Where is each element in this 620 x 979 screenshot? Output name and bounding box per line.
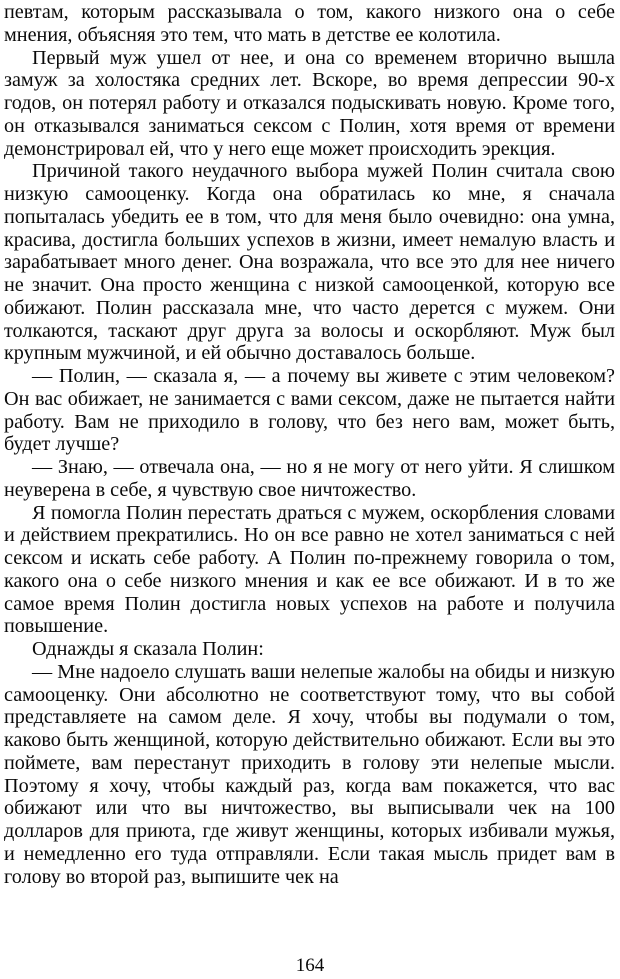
page-text: [4, 1, 615, 888]
paragraph-4: — Полин, — сказала я, — а почему вы живете с этим человеком? Он вас обижает, не занимается с вами сексом, даже не пытается найти работу. Вам не приходило в голову, что без него вам, может быть, будет лучше?: [4, 365, 615, 456]
paragraph-3: Причиной такого неудачного выбора мужей Полин считала свою низкую самооценку. Когда она обратилась ко мне, я сначала попыталась убедить ее в том, что для меня было очевидно: она умна, красива, достигла больших успехов в жизни, имеет немалую власть и зарабатывает много денег. Она возражала, что все это для нее ничего не значит. Она просто женщина с низкой самооценкой, которую все обижают. Полин рассказала мне, что часто дерется с мужем. Они толкаются, таскают друг друга за волосы и оскорбляют. Муж был крупным мужчиной, и ей обычно доставалось больше.: [4, 160, 615, 365]
paragraph-5: — Знаю, — отвечала она, — но я не могу от него уйти. Я слишком неуверена в себе, я чувствую свое ничтожество.: [4, 456, 615, 501]
page-number: 164: [295, 955, 325, 976]
paragraph-1: певтам, которым рассказывала о том, какого низкого она о себе мнения, объясняя это тем, что мать в детстве ее колотила.: [4, 1, 615, 46]
paragraph-7: Однажды я сказала Полин:: [32, 638, 264, 660]
paragraph-8: — Мне надоело слушать ваши нелепые жалобы на обиды и низкую самооценку. Они абсолютно не соответствуют тому, что вы собой представляете на самом деле. Я хочу, чтобы вы подумали о том, каково быть женщиной, которую действительно обижают. Если вы это поймете, вам перестанут приходить в голову эти нелепые мысли. Поэтому я хочу, чтобы каждый раз, когда вам покажется, что вас обижают или что вы ничтожество, вы выписывали чек на 100 долларов для приюта, где живут женщины, которых избивали мужья, и немедленно его туда отправляли. Если такая мысль придет вам в голову во второй раз, выпишите чек на: [4, 660, 615, 888]
paragraph-6: Я помогла Полин перестать драться с мужем, оскорбления словами и действием прекратились. Но он все равно не хотел заниматься с ней сексом и искать себе работу. А Полин по-прежнему говорила о том, какого она о себе низкого мнения и как ее все обижают. И в то же самое время Полин достигла новых успехов на работе и получила повышение.: [4, 501, 615, 638]
paragraph-2: Первый муж ушел от нее, и она со временем вторично вышла замуж за холостяка средних лет. Вскоре, во время депрессии 90-х годов, он потерял работу и отказался подыскивать новую. Кроме того, он отказывался заниматься сексом с Полин, хотя время от времени демонстрировал ей, что у него еще может происходить эрекция.: [4, 46, 615, 160]
